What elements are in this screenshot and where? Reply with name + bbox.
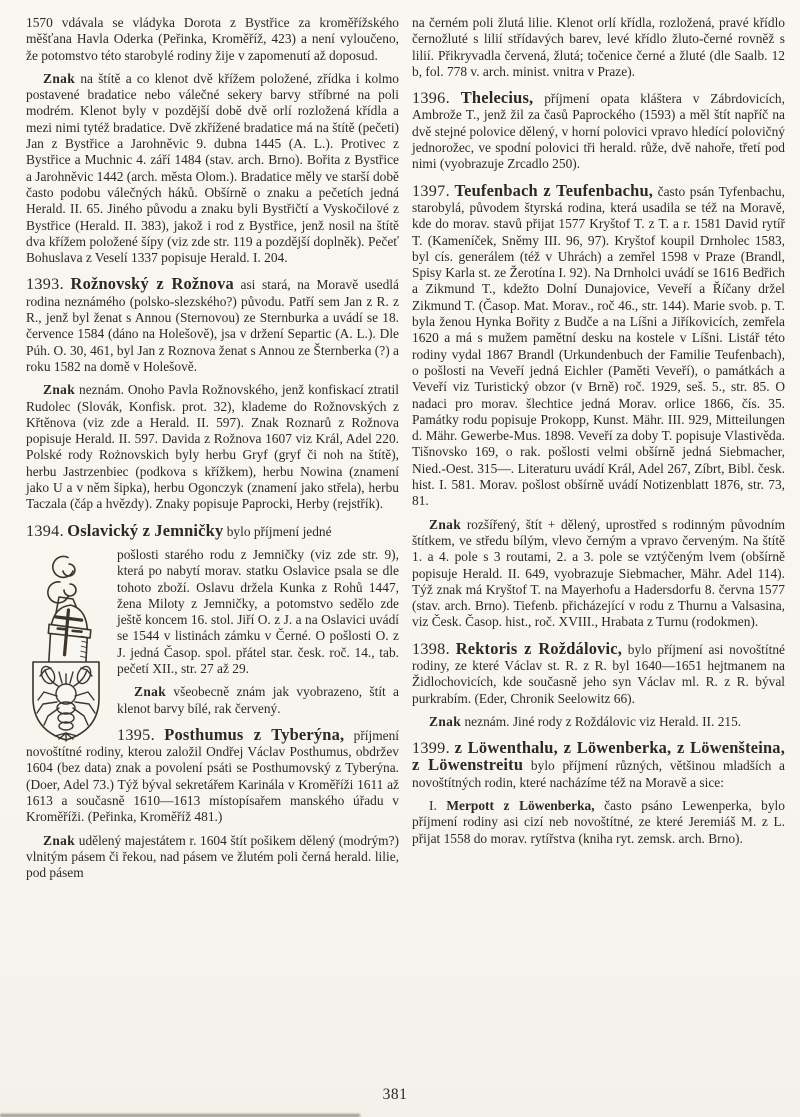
entry-text: bylo příjmení asi novoštítné rodiny, ze které Václav st. R. z R. byl 1640—1651 hejtmanem na Židlochovicích, kde současně jeho syn Václav ml. R. z R. býval purkrabím. (Eder, Chronik Seelowitz 66). — [412, 641, 785, 706]
znak-label: Znak — [43, 382, 76, 398]
entry-1394 — [26, 520, 399, 717]
entry-family-name: Posthumus z Tyberýna, — [164, 724, 345, 744]
entry-family-name: Thelecius, — [460, 88, 534, 108]
znak-paragraph-1393 — [26, 382, 399, 512]
entry-1393 — [26, 276, 399, 375]
znak-label: Znak — [43, 832, 76, 848]
paragraph-merpott — [412, 798, 785, 847]
entry-number: 1394. — [26, 521, 64, 540]
entry-text: asi stará, na Moravě usedlá rodina neznámého (polsko-slezského?) původu. Patří sem Jan z R. z R., jenž byl ženat s Annou (Sternovou) ze Sternburka a uvádí se 18. července 1584 (dáno na Holešově), jsa v držení Separtic (A. L.). Dle Púh. O. 30, 461, byl Jan z Roznova ženat s Annou ze Šternberka (?) a roku 1582 na domě v Holešově. — [26, 277, 399, 374]
entry-number: 1399. — [412, 739, 450, 758]
entry-1394-heading — [26, 520, 399, 540]
continuation-paragraph: 1570 vdávala se vládyka Dorota z Bystřice za kroměřížského měšťana Havla Oderka (Peřinka, Kroměříž, 423) a není vyloučeno, že potomstvo této starobylé rodiny žije v zapomenutí až doposud. — [26, 15, 399, 63]
left-column — [26, 15, 399, 889]
entry-number: 1393. — [26, 275, 64, 294]
znak-text: rozšířený, štít + dělený, uprostřed s rodinným původním štítkem, ve středu bílým, vlevo černým a vpravo červeným. Na štítě 1. a 4. pole s 3 routami, 2. a 3. pole se vztýčeným lvem (obšírně popisuje Herald. II. 649, vyobrazuje Siebmacher, Mähr. Adel 114). Týž znak má Kryštof T. na Mayerhofu a Hadersdorfu 8. června 1577 (stav. arch. Brno). Tiefenb. přicházející v rodu z Thurnu a Valsasina, viz Česk. Časop. hist., roč. XVIII., Hrabata z Turnu (rodokmen). — [412, 516, 785, 630]
znak-text: neznám. Onoho Pavla Rožnovského, jenž konfiskací ztratil Rudolec (Slovák, Konfisk. prot. 32), klademe do Rožnovských z Křtěnova (viz zde a Herald. II. 597). Znak Roznarů z Rožnova popisuje Herald. II. 597. Davida z Rožnova 1607 viz Král, Adel 220. Polské rody Rożnovskich byly herbu Gryf (gryf či noh na štítě), herbu Jastrzenbiec (podkova s křížkem), herbu Nowina (znamení jako U a v něm šipka), herbu Ogonczyk (znamení jako střela), herbu Taczala (čáp a hvězdy). Znaky popisuje Paprocki, Herby (rejstřík). — [26, 382, 399, 512]
znak-label: Znak — [43, 70, 76, 86]
entry-1394-body — [26, 547, 399, 717]
znak-label: Znak — [429, 516, 462, 532]
page-number: 381 — [382, 1085, 408, 1103]
entry-1398 — [412, 638, 785, 707]
entry-number: 1397. — [412, 181, 450, 200]
entry-family-name: Oslavický z Jemničky — [67, 520, 224, 540]
continuation-paragraph: na černém poli žlutá lilie. Klenot orlí křídla, rozložená, pravé křídlo černožluté s lilií střídavých barev, levé křídlo žluto-černé rovněž s lilií. Přikryvadla červená, žlutá; točenice černé a žluté (dle Saalb. 12 b, fol. 778 v. arch. minist. vnitra v Praze). — [412, 15, 785, 79]
crest-horns-icon — [48, 556, 78, 613]
entry-lead-text: bylo příjmení jedné — [226, 523, 332, 539]
znak-paragraph-1397 — [412, 517, 785, 631]
znak-text: všeobecně znám jak vyobrazeno, štít a klenot barvy bílé, rak červený. — [117, 684, 399, 716]
two-column-text — [26, 15, 785, 889]
znak-text: neznám. Jiné rody z Roždálovic viz Herald. II. 215. — [464, 713, 742, 729]
entry-text: bylo příjmení různých, většinou mladších a novoštítných rodin, které nacházíme též na Moravě a sice: — [412, 758, 785, 790]
entry-family-name: Teufenbach z Teufenbachu, — [454, 180, 654, 200]
sub-entry-text: často psáno Lewenperka, bylo příjmení rodiny asi cizí neb novoštítné, ze které Jeremiáš M. z L. přijat 1558 do morav. rytířstva (kniha ryt. zemsk. arch. Brno). — [412, 798, 785, 846]
znak-paragraph-1395 — [26, 833, 399, 882]
helmet-icon — [46, 603, 93, 665]
entry-family-name: z Löwenthalu, z Löwenberka, z Löwenšteina, z Löwenstreitu — [412, 738, 785, 775]
item-roman-numeral: I. — [429, 798, 437, 814]
entry-family-name: Rožnovský z Rožnova — [70, 274, 234, 294]
sub-entry-name: Merpott z Löwenberka, — [446, 798, 595, 814]
coat-of-arms-illustration — [26, 550, 106, 742]
znak-paragraph-1398 — [412, 714, 785, 730]
entry-number: 1398. — [412, 639, 450, 658]
entry-family-name: Rektoris z Roždálovic, — [455, 638, 623, 658]
znak-text: udělený majestátem r. 1604 štít pošikem dělený (modrým?) vlnitým pásem či řekou, nad pásem ve žlutém poli černá herald. lilie, pod pásem — [26, 832, 399, 881]
entry-wrapped-text: pošlosti starého rodu z Jemničky (viz zde str. 9), která po nabytí morav. statku Oslavice psala se dle tohoto zboží. Oslavu držela Kunka z Rohů 1447, žena Miloty z Jemničky, a potomstvo sedělo zde ještě koncem 16. stol. Jiří O. z J. a na Oslavici uvádí se 1544 v listinách zámku v Černé. O pošlosti O. z J. jedná Časop. spol. přátel star. česk. roč. 14., tab. pečetí XII., str. 27 až 29. — [117, 546, 399, 676]
entry-number: 1395. — [117, 725, 155, 744]
entry-1397 — [412, 180, 785, 510]
entry-text: příjmení opata kláštera v Zábrdovicích, Ambrože T., jenž žil za časů Paprockého (1593) a měl štít napříč na dvě stejné polovice dělený, v horní polovici vpravo hledící polovičný jednorožec, ve spodní polovici tři herald. růže, dvě nahoře, třetí pod nimi (vyobrazuje Zrcadlo 250). — [412, 91, 785, 172]
entry-text: často psán Tyfenbachu, starobylá, původem štyrská rodina, která usadila se též na Moravě, kde do morav. stavů přijat 1577 Kryštof T. z T. a r. 1581 David rytíř T. (Kameníček, Sněmy III. 96, 97). Kryštof koupil Drnholec 1583, byl cís. generálem (též v Uhrách) a zemřel 1598 v Praze (Brandl, Spisy Karla st. ze Žerotína I. 92). Na Drnholci uvádí se 1616 Bedřich a Zikmund T., kdežto Dolní Dunajovice, Veveří a Říčany držel Zikmund T. (Časop. Mat. Morav., roč 46., str. 144). Marie svob. p. T. byla ženou Hynka Bořity z Budče a na Líšni a Jiříkovicích, zemřela 1620 a má s mužem pamětní desku na kostele v Líšni. Listář této rodiny vydal 1867 Brandl (Urkundenbuch der Familie Teufenbach), o pošlosti na Veveří jedná Eichler (Paměti Veveří), o památkách a Veveří viz Turistický obzor (v Brně) roč. 1929, seš. 5., str. 85. O nadaci pro morav. šlechtice jedná Morav. orlice 1866, čís. 35. Památky rodu popisuje Prokopp, Kunst. Mähr. III. 929, Mitteilungen d. Mähr. Gewerbe-Mus. 1898. Veveří za doby T. popisuje Vlastivěda. Tišnovsko 169, o rak. pošlosti velmi obšírně jedná Siebmacher, Nied.-Oest. 315—. Literaturu uvádí Král, Adel 267, Zíbrt, Bibl. česk. hist. I. 581. Morav. pošlost obšírně uvádí Notizenblatt 1876, str. 73, 81. — [412, 183, 785, 509]
entry-number: 1396. — [412, 89, 450, 108]
right-column — [412, 15, 785, 889]
znak-label: Znak — [429, 713, 462, 729]
entry-1396 — [412, 90, 785, 172]
znak-paragraph-bystrice — [26, 71, 399, 267]
entry-text: příjmení novoštítné rodiny, kterou založil Ondřej Václav Posthumus, obdržev 1604 (bez data) znak a povolení psáti se Posthumovský z Tyberýna. (Doer, Adel 73.) Týž býval sekretářem Karinála v Kroměříži 1611 až 1613 a současně 1610—1613 místopísařem manského úřadu v Kroměříži. (Peřinka, Kroměříž 481.) — [26, 727, 399, 825]
znak-label: Znak — [134, 684, 167, 700]
znak-text: na štítě a co klenot dvě křížem položené, zřídka i kolmo postavené bradatice nebo válečné sekery barvy stříbrné na poli modrém. Klenot byly v pozdější době dvě orlí rozložená křídla a mezi nimi tytéž bradatice. Dvě zkřížené bradatice má na štítě (pečeti) Jan z Bystřice a Jarohněvic 9. dubna 1445 (A. L.). Protivec z Bystřice a Muchnic 4. září 1484 (stav. arch. Brno). Bořita z Bystřice a Jarohněvic 1442 (arch. města Olom.). Bradatice měly ve starší době často podobu válečných háků. Obšírně o znaku a pečetích jedná Herald. II. 65. Jiného původu a znaku byli Bystřičtí a Vyskočilové z Bystřice (Herald. II. 383), jakož i rod z Bystřice, jenž nosil na štítě dva křížem položené šípy (viz zde str. 119 a pozdější doplněk). Pečeť Bohuslava z Veselí 1337 popisuje Herald. I. 204. — [26, 70, 399, 266]
entry-1399 — [412, 740, 785, 791]
